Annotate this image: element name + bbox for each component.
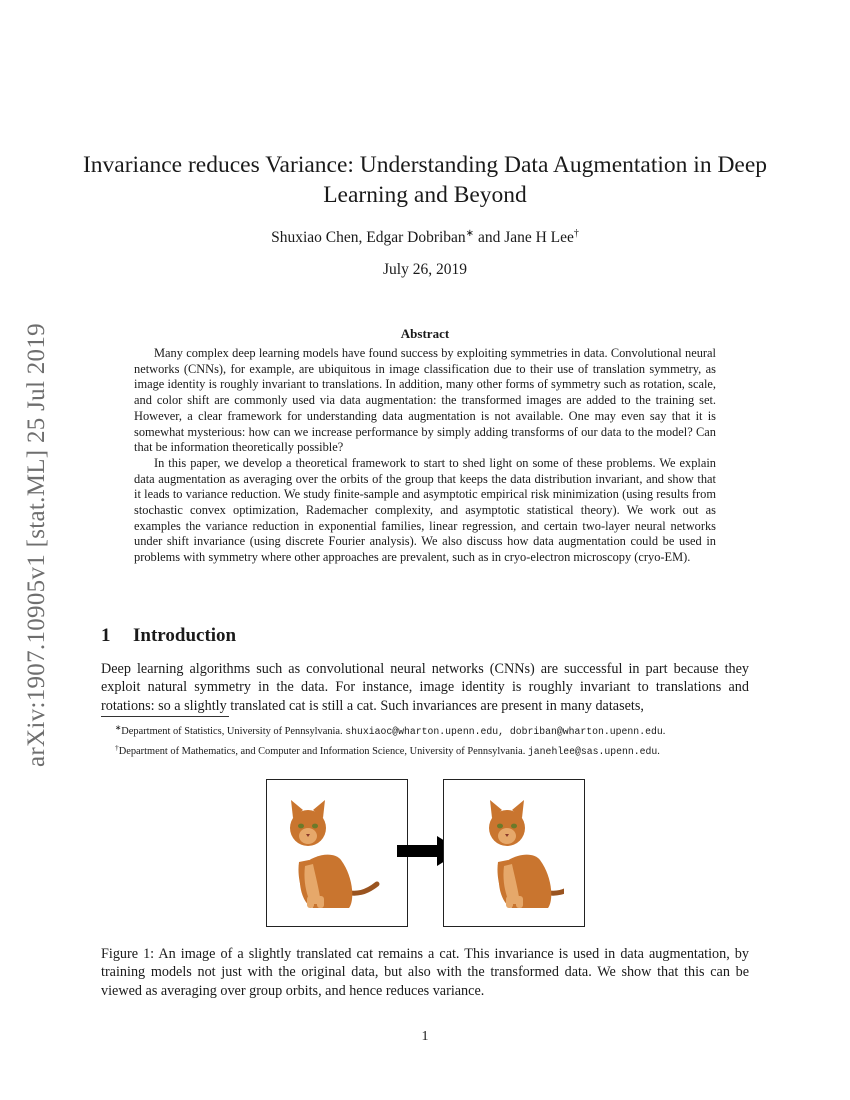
- section-number: 1: [101, 625, 111, 646]
- footnote-text: Department of Mathematics, and Computer and Information Science, University of Pennsylvania.: [118, 745, 528, 757]
- footnote-email[interactable]: janehlee@sas.upenn.edu: [527, 745, 658, 757]
- paper-title: Invariance reduces Variance: Understanding Data Augmentation in Deep Learning and Beyond: [82, 152, 768, 208]
- author-footnote-mark-1[interactable]: ∗: [465, 228, 475, 239]
- figure-translated-cat-panel: [443, 779, 585, 927]
- paper-date: July 26, 2019: [383, 261, 467, 278]
- footnote-end: .: [657, 745, 660, 757]
- section-heading: [101, 625, 236, 647]
- figure-caption: [101, 945, 749, 1000]
- author-footnote-mark-2[interactable]: †: [573, 228, 579, 239]
- abstract-paragraph: Many complex deep learning models have found success by exploiting symmetries in data. Convolutional neural networks (CNNs), for example, are ubiquitous in image classification due to their use of translation symmetry, as image identity is roughly invariant to translations. In addition, many other forms of symmetry such as rotation, scale, and color shift are commonly used via data augmentation: the transformed images are added to the training set. However, a clear framework for understanding data augmentation is not available. One may even say that it is somewhat mysterious: how can we increase performance by simply adding transforms of our data to the model? Can that be information theoretically possible?: [134, 346, 716, 455]
- author-names-part1: Shuxiao Chen, Edgar Dobriban: [271, 229, 466, 246]
- footnote-end: .: [662, 726, 666, 737]
- abstract-body: [134, 346, 716, 566]
- footnote-email[interactable]: shuxiaoc@wharton.upenn.edu, dobriban@wharton.upenn.edu: [345, 726, 663, 737]
- introduction-body: [101, 660, 749, 715]
- footnote-rule: [101, 716, 229, 717]
- abstract-paragraph: In this paper, we develop a theoretical framework to start to shed light on some of these problems. We explain data augmentation as averaging over the orbits of the group that keeps the data distribution invariant, and show that it leads to variance reduction. We study finite-sample and asymptotic empirical risk minimization (using results from stochastic convex optimization, Rademacher complexity, and asymptotic statistical theory). We work out as examples the variance reduction in exponential families, linear regression, and certain two-layer neural networks under shift invariance (using discrete Fourier analysis). We also discuss how data augmentation could be used in problems with symmetry where other approaches are prevalent, such as in cryo-electron microscopy (cryo-EM).: [134, 455, 716, 565]
- footnote-text: Department of Statistics, University of Pennsylvania.: [121, 726, 346, 737]
- introduction-paragraph: Deep learning algorithms such as convolutional neural networks (CNNs) are successful in part because they exploit natural symmetry in the data. For instance, image identity is roughly invariant to translations and rotations: so a slightly translated cat is still a cat. Such invariances are present in many datasets,: [101, 661, 749, 714]
- section-title: Introduction: [133, 625, 237, 646]
- footnote-1: [101, 720, 761, 740]
- cat-illustration: [464, 796, 564, 916]
- arxiv-identifier-stamp: arXiv:1907.10905v1 [stat.ML] 25 Jul 2019: [23, 323, 50, 767]
- footnote-2: [101, 740, 761, 760]
- abstract-heading: Abstract: [400, 326, 450, 341]
- cat-illustration: [287, 796, 387, 916]
- figure-caption-text: Figure 1: An image of a slightly translated cat remains a cat. This invariance is used in data augmentation, by training models not just with the original data, but also with the transformed data. We show that this can be viewed as averaging over group orbits, and hence reduces variance.: [101, 946, 749, 999]
- page-number: 1: [421, 1029, 429, 1044]
- footnote-mark: ∗: [115, 723, 122, 732]
- footnotes: [101, 720, 761, 759]
- footnote-mark: †: [115, 742, 119, 752]
- author-list: [60, 228, 790, 247]
- author-names-part2: and Jane H Lee: [474, 229, 574, 246]
- figure-original-cat-panel: [266, 779, 408, 927]
